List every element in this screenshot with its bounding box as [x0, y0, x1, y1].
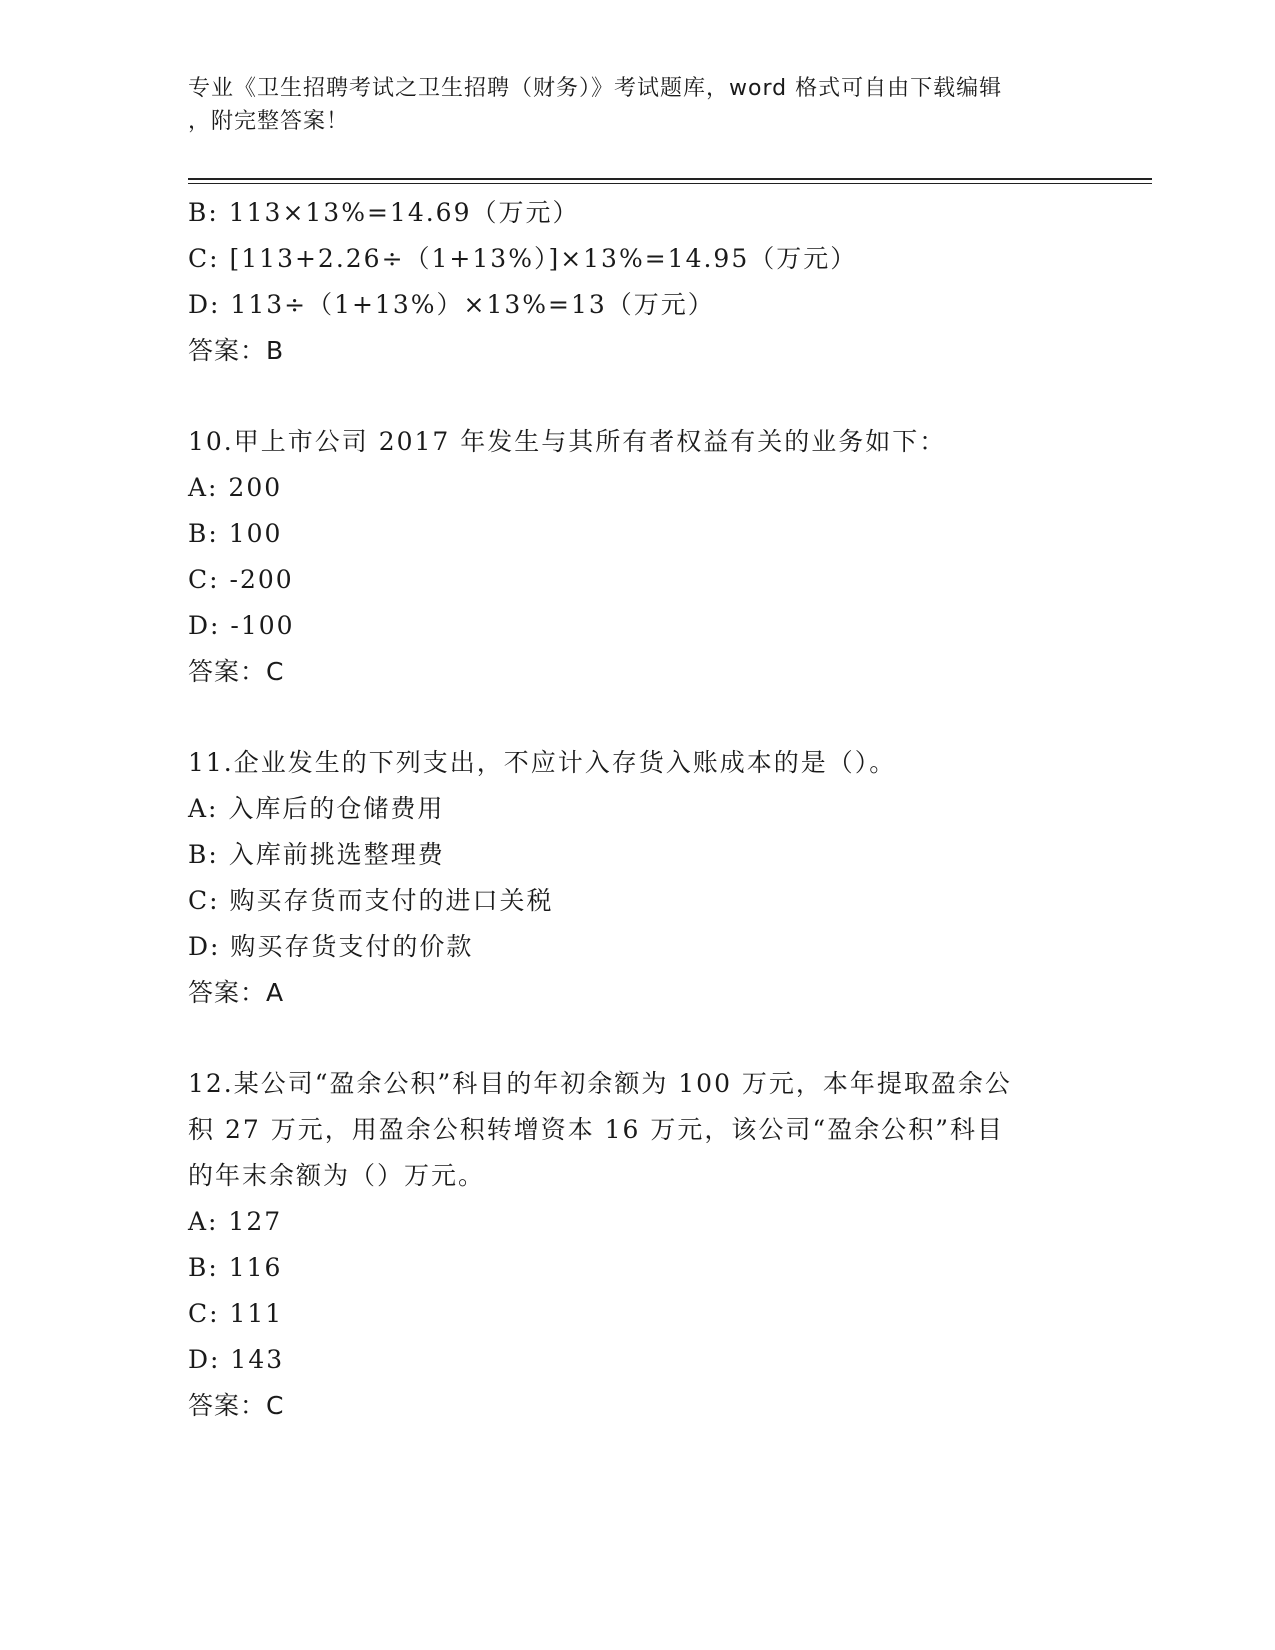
spacer: [188, 695, 1088, 740]
option-c: C: [113+2.26÷（1+13%）]×13%=14.95（万元）: [188, 244, 858, 273]
answer-label: 答案：C: [188, 657, 285, 686]
spacer: [188, 1016, 1088, 1061]
option-a: A: 127: [188, 1207, 283, 1236]
question-list: [188, 190, 1088, 1429]
option-d: D: 购买存货支付的价款: [188, 932, 474, 961]
option-c: C: 购买存货而支付的进口关税: [188, 886, 554, 915]
option-d: D: -100: [188, 611, 295, 640]
option-a: A: 200: [188, 473, 283, 502]
header-line-1: 专业《卫生招聘考试之卫生招聘（财务）》考试题库，word 格式可自由下载编辑: [188, 76, 1003, 101]
option-b: B: 100: [188, 519, 283, 548]
question-9: [188, 190, 1088, 374]
answer-label: 答案：C: [188, 1391, 285, 1420]
option-c: C: 111: [188, 1299, 284, 1328]
option-a: A: 入库后的仓储费用: [188, 794, 445, 823]
question-stem-line-3: 的年末余额为（）万元。: [188, 1161, 486, 1190]
document-header: [188, 72, 1068, 138]
question-12: [188, 1061, 1088, 1429]
spacer: [188, 374, 1088, 419]
answer-label: 答案：A: [188, 978, 285, 1007]
option-b: B: 113×13%=14.69（万元）: [188, 198, 580, 227]
option-c: C: -200: [188, 565, 294, 594]
question-stem-line-1: 12.某公司“盈余公积”科目的年初余额为 100 万元，本年提取盈余公: [188, 1069, 1012, 1098]
question-stem-line-2: 积 27 万元，用盈余公积转增资本 16 万元，该公司“盈余公积”科目: [188, 1115, 1004, 1144]
header-line-2: ，附完整答案！: [188, 109, 350, 134]
question-stem: 11.企业发生的下列支出，不应计入存货入账成本的是（）。: [188, 748, 897, 777]
question-stem: 10.甲上市公司 2017 年发生与其所有者权益有关的业务如下：: [188, 427, 947, 456]
header-divider-thin: [188, 183, 1152, 184]
option-b: B: 116: [188, 1253, 283, 1282]
answer-label: 答案：B: [188, 336, 285, 365]
option-d: D: 113÷（1+13%）×13%=13（万元）: [188, 290, 715, 319]
question-11: [188, 740, 1088, 1016]
question-10: [188, 419, 1088, 695]
option-d: D: 143: [188, 1345, 285, 1374]
header-divider-thick: [188, 178, 1152, 180]
option-b: B: 入库前挑选整理费: [188, 840, 445, 869]
